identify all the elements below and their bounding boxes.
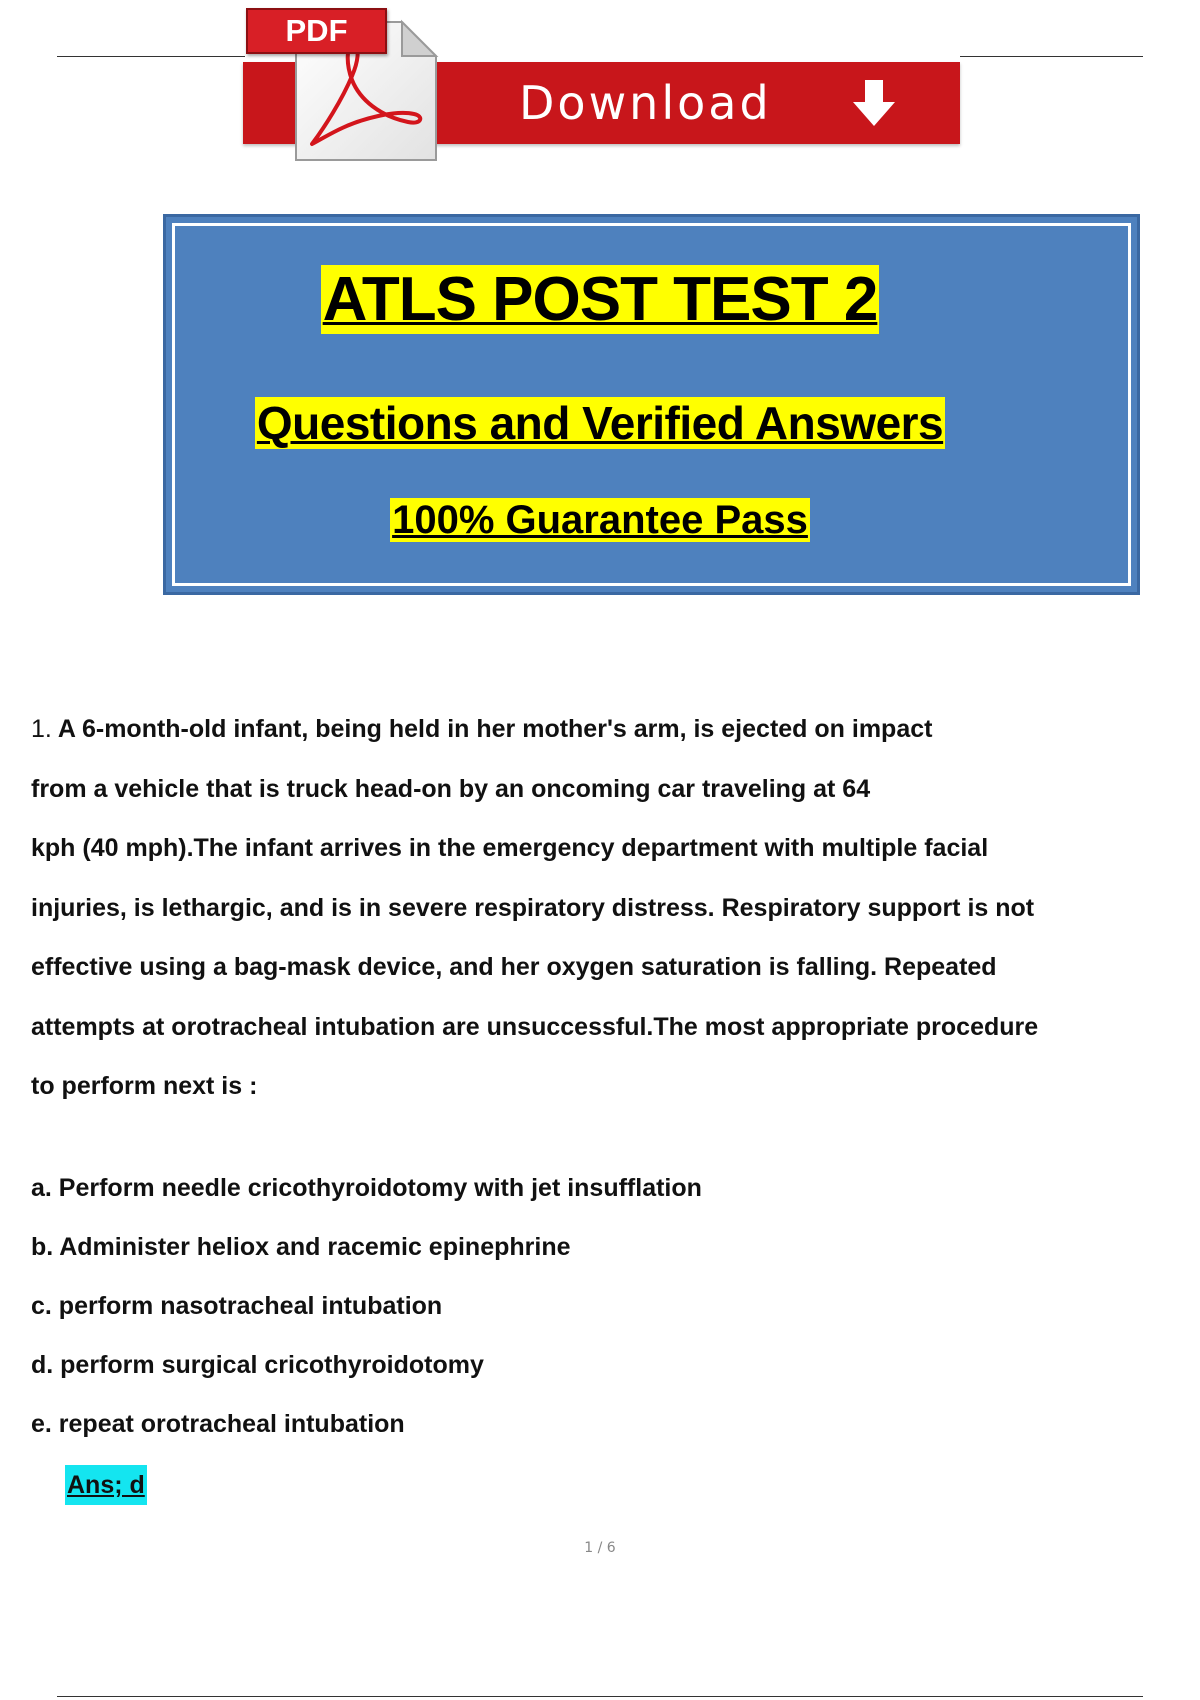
page-number: 1 / 6 xyxy=(584,1540,616,1556)
subtitle-line xyxy=(0,389,1200,457)
question-line xyxy=(31,700,1191,760)
question-stem xyxy=(31,700,1191,1117)
title-line xyxy=(0,256,1200,344)
option-e: e. repeat orotracheal intubation xyxy=(31,1410,405,1438)
pdf-label: PDF xyxy=(285,13,348,48)
down-arrow-icon xyxy=(849,78,899,130)
question-line: to perform next is : xyxy=(31,1072,258,1100)
question-line: from a vehicle that is truck head-on by an oncoming car traveling at 64 xyxy=(31,774,871,803)
top-rule-left xyxy=(57,56,245,57)
document-title: ATLS POST TEST 2 xyxy=(322,265,878,334)
question-line: injuries, is lethargic, and is in severe respiratory distress. Respiratory support is not xyxy=(31,893,1035,922)
question-line-text: A 6-month-old infant, being held in her mother's arm, is ejected on impact xyxy=(57,715,933,743)
option-c: c. perform nasotracheal intubation xyxy=(31,1292,443,1320)
pdf-tag xyxy=(246,8,387,54)
answer-options xyxy=(31,1159,702,1454)
question-line: attempts at orotracheal intubation are unsuccessful.The most appropriate procedure xyxy=(31,1012,1039,1041)
answer-key: Ans; d xyxy=(65,1465,147,1505)
guarantee-line xyxy=(0,490,1200,550)
option-d: d. perform surgical cricothyroidotomy xyxy=(31,1351,484,1379)
document-subtitle: Questions and Verified Answers xyxy=(256,397,944,449)
question-line: effective using a bag-mask device, and her oxygen saturation is falling. Repeated xyxy=(31,953,997,981)
question-line: kph (40 mph).The infant arrives in the emergency department with multiple facial xyxy=(31,834,989,862)
bottom-rule xyxy=(57,1696,1143,1697)
guarantee-text: 100% Guarantee Pass xyxy=(392,498,808,542)
top-rule-right xyxy=(960,56,1143,57)
question-number: 1. xyxy=(31,715,52,743)
option-a: a. Perform needle cricothyroidotomy with jet insufflation xyxy=(31,1174,702,1202)
option-b: b. Administer heliox and racemic epinephrine xyxy=(31,1233,571,1261)
download-label: Download xyxy=(519,76,772,130)
